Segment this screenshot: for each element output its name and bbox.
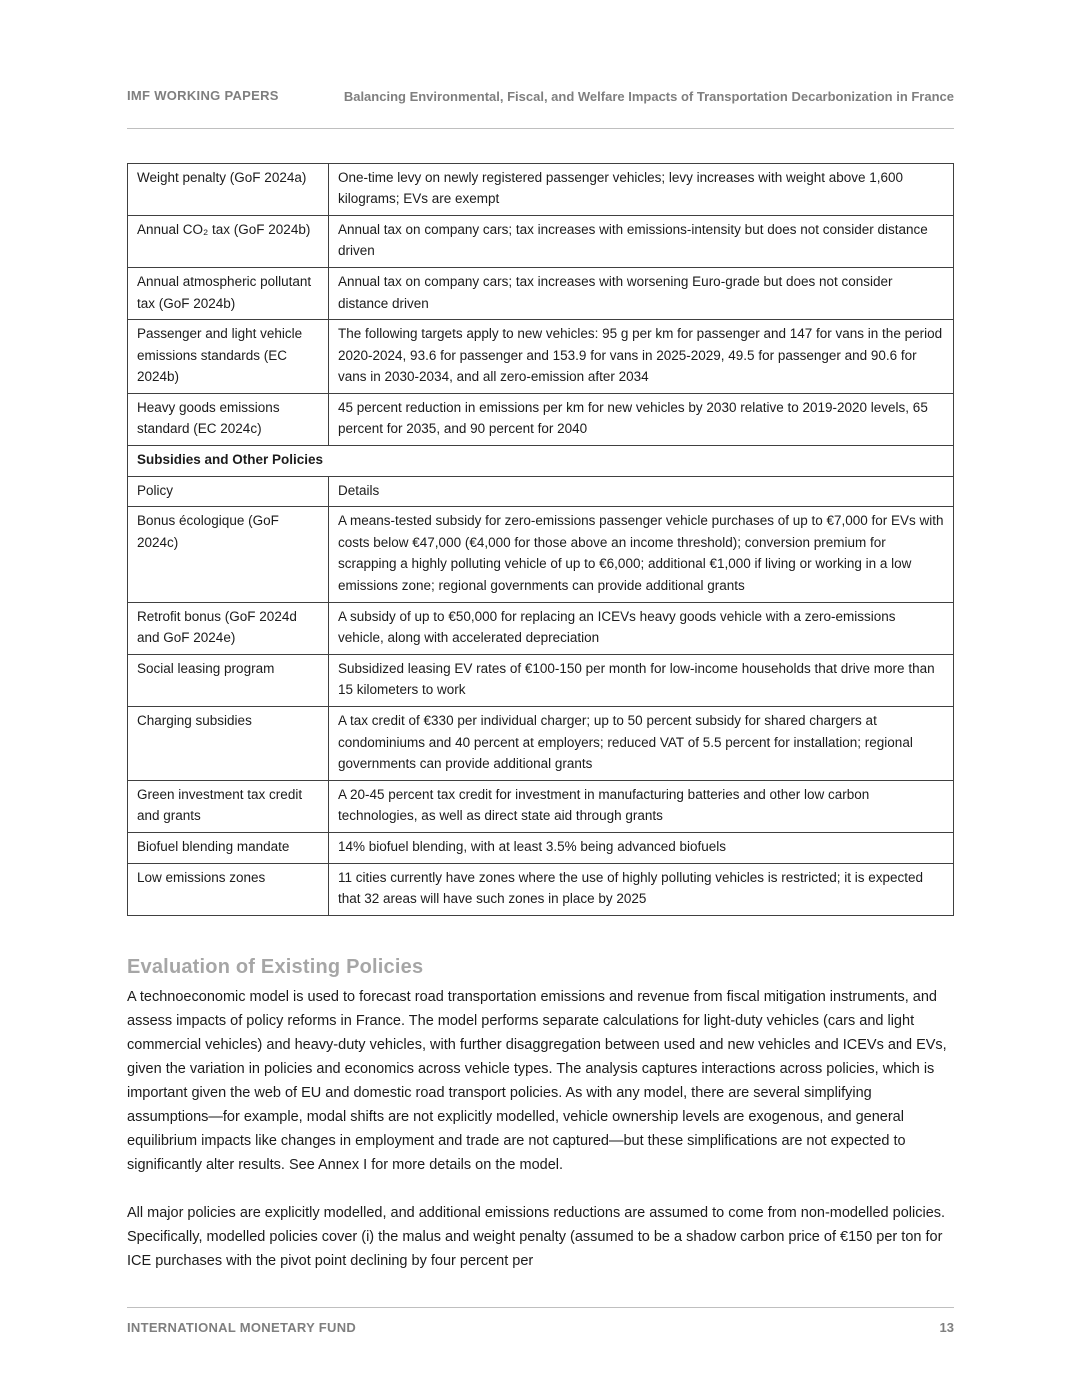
- policy-details-cell: Annual tax on company cars; tax increases with worsening Euro-grade but does not consider distance driven: [329, 267, 954, 319]
- policy-details-cell: The following targets apply to new vehicles: 95 g per km for passenger and 147 for vans in the period 2020-2024, 93.6 for passenger and 153.9 for vans in 2025-2029, 49.5 for passenger and 90.6 for vans in 2030-2034, and all zero-emission after 2034: [329, 320, 954, 394]
- page-header: [127, 0, 954, 106]
- header-paper-title: Balancing Environmental, Fiscal, and Welfare Impacts of Transportation Decarbonization in France: [343, 89, 954, 104]
- policy-name-cell: Policy: [128, 476, 329, 507]
- policy-name-cell: Social leasing program: [128, 654, 329, 706]
- table-row: [128, 654, 954, 706]
- policy-name-cell: Heavy goods emissions standard (EC 2024c): [128, 393, 329, 445]
- footer-divider: [127, 1307, 954, 1308]
- policy-name-cell: Low emissions zones: [128, 863, 329, 915]
- section-title: Evaluation of Existing Policies: [127, 955, 424, 978]
- policy-details-cell: A means-tested subsidy for zero-emissions passenger vehicle purchases of up to €7,000 for EVs with costs below €47,000 (€4,000 for those above an income threshold); conversion premium for scrapping a highly polluting vehicle of up to €6,000; additional €1,000 if living or working in a low emissions zone; regional governments can provide additional grants: [329, 507, 954, 602]
- table-row: [128, 780, 954, 832]
- policy-name-cell: Charging subsidies: [128, 707, 329, 781]
- policy-details-cell: Annual tax on company cars; tax increases with emissions-intensity but does not consider distance driven: [329, 215, 954, 267]
- table-row: [128, 832, 954, 863]
- policy-name-cell: Biofuel blending mandate: [128, 832, 329, 863]
- table-row: [128, 476, 954, 507]
- policy-details-cell: One-time levy on newly registered passenger vehicles; levy increases with weight above 1,600 kilograms; EVs are exempt: [329, 163, 954, 215]
- table-row: [128, 863, 954, 915]
- policy-details-cell: 45 percent reduction in emissions per km for new vehicles by 2030 relative to 2019-2020 levels, 65 percent for 2035, and 90 percent for 2040: [329, 393, 954, 445]
- page-footer: [127, 1307, 954, 1335]
- policy-details-cell: Subsidized leasing EV rates of €100-150 per month for low-income households that drive more than 15 kilometers to work: [329, 654, 954, 706]
- table-row: [128, 267, 954, 319]
- table-row: [128, 446, 954, 477]
- table-row: [128, 163, 954, 215]
- policy-details-cell: 14% biofuel blending, with at least 3.5% being advanced biofuels: [329, 832, 954, 863]
- policy-details-cell: 11 cities currently have zones where the use of highly polluting vehicles is restricted; it is expected that 32 areas will have such zones in place by 2025: [329, 863, 954, 915]
- table-row: [128, 707, 954, 781]
- policy-name-cell: Bonus écologique (GoF 2024c): [128, 507, 329, 602]
- policy-name-cell: Annual CO₂ tax (GoF 2024b): [128, 215, 329, 267]
- table-row: [128, 602, 954, 654]
- policy-table-body: [128, 163, 954, 915]
- policy-details-cell: A subsidy of up to €50,000 for replacing an ICEVs heavy goods vehicle with a zero-emissions vehicle, along with accelerated depreciation: [329, 602, 954, 654]
- policy-table: [127, 163, 954, 916]
- policy-details-cell: A 20-45 percent tax credit for investment in manufacturing batteries and other low carbon technologies, as well as direct state aid through grants: [329, 780, 954, 832]
- table-row: [128, 215, 954, 267]
- policy-name-cell: Retrofit bonus (GoF 2024d and GoF 2024e): [128, 602, 329, 654]
- table-row: [128, 393, 954, 445]
- header-divider: [127, 128, 954, 129]
- footer-institution: INTERNATIONAL MONETARY FUND: [127, 1320, 357, 1335]
- policy-name-cell: Green investment tax credit and grants: [128, 780, 329, 832]
- paragraph-1: A technoeconomic model is used to forecast road transportation emissions and revenue from fiscal mitigation instruments, and assess impacts of policy reforms in France. The model performs separate calculations for light-duty vehicles (cars and light commercial vehicles) and heavy-duty vehicles, with further disaggregation between used and new vehicles and ICEVs and EVs, given the variation in policies and economics across vehicle types. The analysis captures interactions across policies, which is important given the web of EU and domestic road transport policies. As with any model, there are several simplifying assumptions—for example, modal shifts are not explicitly modelled, vehicle ownership levels are exogenous, and general equilibrium impacts like changes in employment and trade are not captured—but these simplifications are not expected to significantly alter results. See Annex I for more details on the model.: [127, 988, 947, 1174]
- paragraph-2: All major policies are explicitly modelled, and additional emissions reductions are assumed to come from non-modelled policies. Specifically, modelled policies cover (i) the malus and weight penalty (assumed to be a shadow carbon price of €150 per ton for ICE purchases with the pivot point declining by four percent per: [127, 1205, 946, 1270]
- policy-name-cell: Annual atmospheric pollutant tax (GoF 2024b): [128, 267, 329, 319]
- policy-details-cell: A tax credit of €330 per individual charger; up to 50 percent subsidy for shared chargers at condominiums and 40 percent at employers; reduced VAT of 5.5 percent for installation; regional governments can provide additional grants: [329, 707, 954, 781]
- table-row: [128, 507, 954, 602]
- policy-name-cell: Passenger and light vehicle emissions standards (EC 2024b): [128, 320, 329, 394]
- table-section-header: Subsidies and Other Policies: [128, 446, 954, 477]
- policy-name-cell: Weight penalty (GoF 2024a): [128, 163, 329, 215]
- policy-details-cell: Details: [329, 476, 954, 507]
- header-series-title: IMF WORKING PAPERS: [127, 88, 279, 103]
- table-row: [128, 320, 954, 394]
- footer-page-number: 13: [939, 1320, 954, 1335]
